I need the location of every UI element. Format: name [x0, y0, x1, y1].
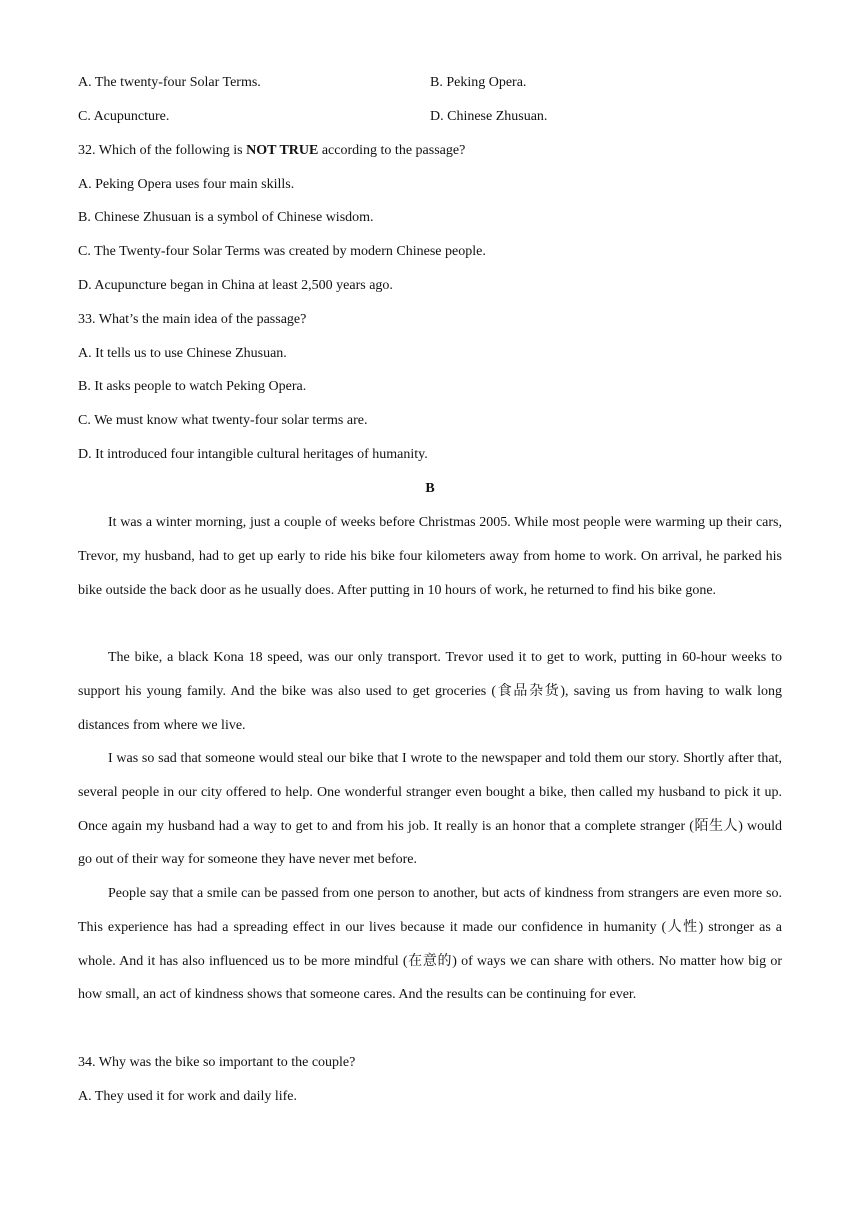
q33-option-a: A. It tells us to use Chinese Zhusuan. [78, 346, 287, 361]
passage-paragraph-3: I was so sad that someone would steal our bike that I wrote to the newspaper and told them our story. Shortly after that, several people in our city offered to help. One wonderful stranger even bought a bike, then called my husband to pick it up. Once again my husband had a way to get to and from his job. It really is an honor that a complete stranger (陌生人) would go out of their way for someone they have never met before. [78, 751, 782, 868]
passage-paragraph-4: People say that a smile can be passed from one person to another, but acts of kindness from strangers are even more so. This experience has had a spreading effect in our lives because it made our confidence in humanity (人性) stronger as a whole. And it has also influenced us to be more mindful (在意的) of ways we can share with others. No matter how big or how small, an act of kindness shows that someone cares. And the results can be continuing for ever. [78, 886, 782, 1003]
q34-stem: 34. Why was the bike so important to the couple? [78, 1055, 356, 1070]
q32-stem-text-end: according to the passage? [318, 143, 466, 158]
q32-stem-text: 32. Which of the following is [78, 143, 247, 158]
q32-stem [78, 141, 465, 161]
q32-option-b: B. Chinese Zhusuan is a symbol of Chinese wisdom. [78, 210, 374, 225]
q34-option-a: A. They used it for work and daily life. [78, 1089, 298, 1104]
q31-option-row-2 [78, 107, 548, 127]
q32-option-c: C. The Twenty-four Solar Terms was created by modern Chinese people. [78, 244, 486, 259]
q31-option-d: D. Chinese Zhusuan. [430, 109, 548, 124]
q33-option-b: B. It asks people to watch Peking Opera. [78, 379, 307, 394]
q31-option-b: B. Peking Opera. [430, 75, 527, 90]
q32-option-a: A. Peking Opera uses four main skills. [78, 177, 295, 192]
q31-option-c: C. Acupuncture. [78, 109, 170, 124]
q31-option-a: A. The twenty-four Solar Terms. [78, 75, 261, 90]
q31-option-row-1 [78, 73, 527, 93]
passage-paragraph-1: It was a winter morning, just a couple of weeks before Christmas 2005. While most people were warming up their cars, Trevor, my husband, had to get up early to ride his bike four kilometers away from home to work. On arrival, he parked his bike outside the back door as he usually does. After putting in 10 hours of work, he returned to find his bike gone. [78, 515, 782, 598]
q33-option-d: D. It introduced four intangible cultural heritages of humanity. [78, 447, 428, 462]
passage-paragraph-2: The bike, a black Kona 18 speed, was our only transport. Trevor used it to get to work, putting in 60-hour weeks to support his young family. And the bike was also used to get groceries (食品杂货), saving us from having to walk long distances from where we live. [78, 650, 782, 733]
q32-stem-emphasis: NOT TRUE [246, 143, 319, 158]
section-b-title: B [425, 481, 435, 496]
q33-option-c: C. We must know what twenty-four solar terms are. [78, 413, 368, 428]
q32-option-d: D. Acupuncture began in China at least 2,500 years ago. [78, 278, 393, 293]
q33-stem: 33. What’s the main idea of the passage? [78, 312, 307, 327]
